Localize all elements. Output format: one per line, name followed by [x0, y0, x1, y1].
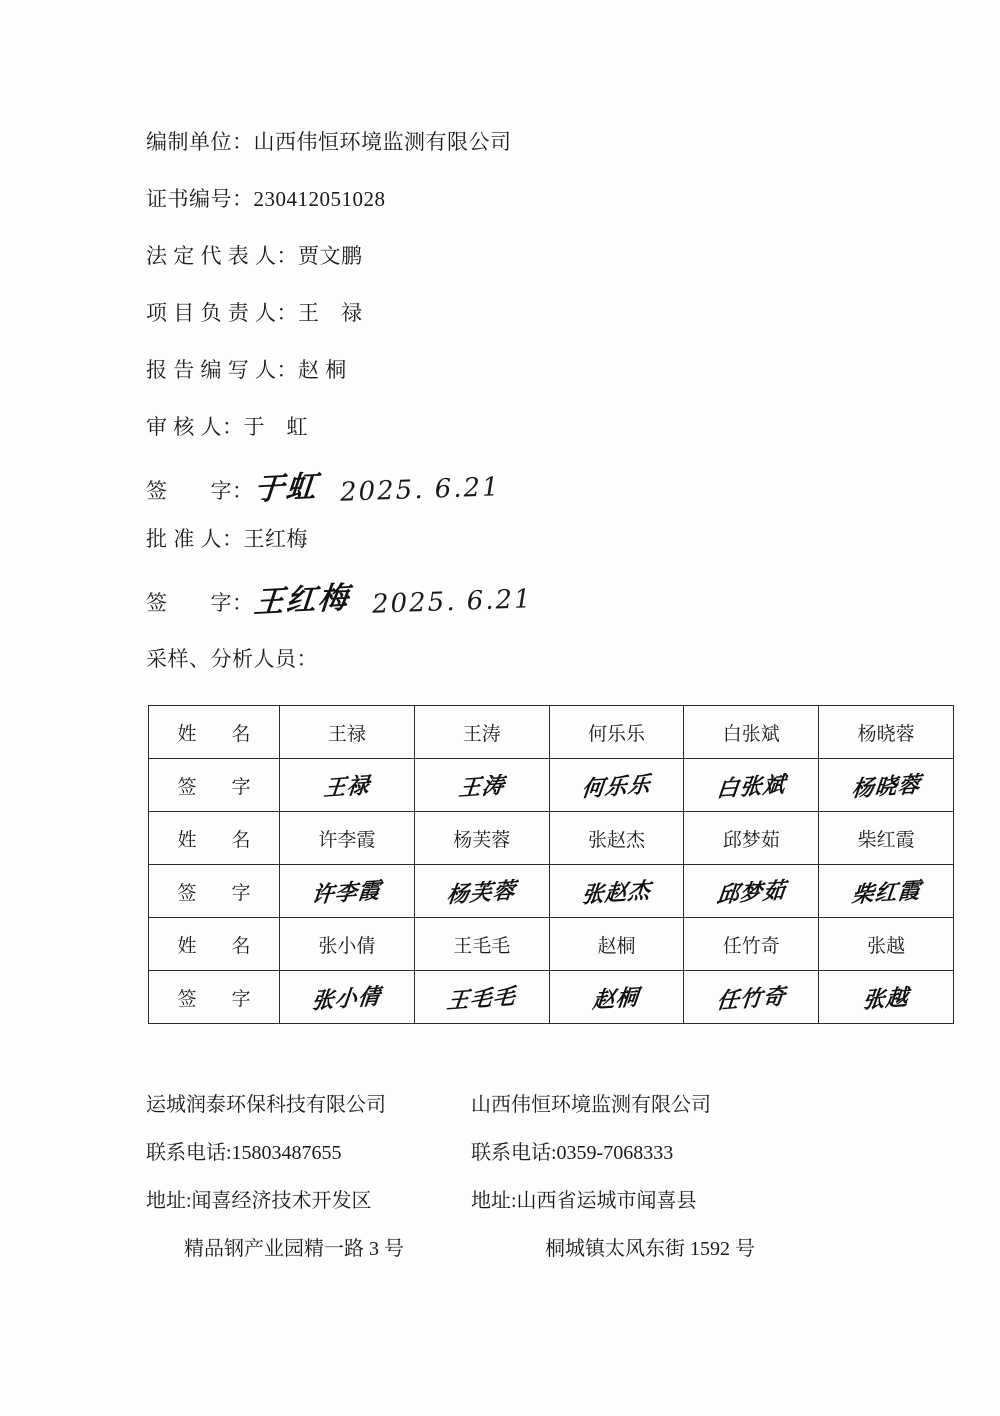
report-author-label: 报 告 编 写 人：	[146, 358, 298, 382]
person-signature-cell	[819, 865, 954, 918]
person-name-cell: 赵桐	[549, 918, 684, 971]
person-signature-cell	[819, 759, 954, 812]
footer-address-right-line1: 地址:山西省运城市闻喜县	[471, 1190, 697, 1212]
person-name-cell: 王禄	[280, 706, 415, 759]
table-row	[149, 865, 954, 918]
person-name-cell: 杨晓蓉	[819, 706, 954, 759]
person-name-cell: 张越	[819, 918, 954, 971]
row-header-name: 姓 名	[149, 812, 280, 865]
info-line-approver	[146, 529, 906, 555]
info-line-legal-representative	[146, 246, 906, 272]
person-name-cell: 邱梦茹	[684, 812, 819, 865]
project-manager-label: 项 目 负 责 人：	[146, 301, 298, 325]
person-signature-cell	[549, 971, 684, 1024]
signature-handwriting: 许李霞	[310, 876, 383, 909]
footer-company-row	[146, 1095, 946, 1115]
footer-phone-right: 联系电话:0359-7068333	[471, 1142, 674, 1164]
person-signature-cell	[414, 865, 549, 918]
person-name-cell: 白张斌	[684, 706, 819, 759]
approver-signature-date: 2025. 6.21	[371, 584, 533, 620]
signature-handwriting: 赵桐	[592, 983, 641, 1014]
footer-address-left-line1: 地址:闻喜经济技术开发区	[146, 1190, 372, 1212]
person-signature-cell	[549, 759, 684, 812]
footer-address-row-2	[146, 1239, 946, 1259]
signature-handwriting: 白张斌	[715, 770, 787, 803]
report-author-value: 赵 桐	[298, 358, 347, 382]
table-row	[149, 971, 954, 1024]
signature-handwriting: 张越	[861, 983, 911, 1014]
approver-label: 批 准 人：	[146, 527, 244, 551]
row-header-name: 姓 名	[149, 918, 280, 971]
footer-phone-row	[146, 1143, 946, 1163]
signature-handwriting: 柴红霞	[850, 876, 922, 909]
sampling-personnel-label: 采样、分析人员：	[146, 647, 318, 671]
compiling-unit-label: 编制单位：	[146, 130, 254, 154]
reviewer-value: 于 虹	[243, 415, 308, 439]
table-row	[149, 706, 954, 759]
footer-company-right: 山西伟恒环境监测有限公司	[471, 1094, 711, 1116]
info-line-approver-signature	[146, 580, 906, 621]
person-name-cell: 何乐乐	[549, 706, 684, 759]
reviewer-signature-label: 签 字：	[146, 479, 254, 503]
reviewer-signature-handwriting: 于虹	[252, 469, 320, 508]
approver-signature-label: 签 字：	[146, 591, 254, 615]
approver-value: 王红梅	[243, 527, 308, 551]
person-signature-cell	[684, 759, 819, 812]
footer-contact-block	[146, 1095, 946, 1287]
table-row	[149, 759, 954, 812]
signature-handwriting: 张小倩	[310, 982, 383, 1015]
row-header-signature: 签 字	[149, 971, 280, 1024]
signature-handwriting: 邱梦茹	[715, 876, 787, 909]
footer-company-left: 运城润泰环保科技有限公司	[146, 1094, 386, 1116]
reviewer-label: 审 核 人：	[146, 415, 244, 439]
person-name-cell: 许李霞	[280, 812, 415, 865]
project-manager-value: 王 禄	[298, 301, 363, 325]
signature-handwriting: 杨晓蓉	[850, 770, 922, 803]
person-signature-cell	[280, 971, 415, 1024]
approver-signature-handwriting: 王红梅	[252, 580, 352, 621]
footer-address-left-line2: 精品钢产业园精一路 3 号	[184, 1238, 404, 1260]
person-signature-cell	[414, 971, 549, 1024]
person-name-cell: 王毛毛	[414, 918, 549, 971]
person-signature-cell	[280, 865, 415, 918]
person-name-cell: 任竹奇	[684, 918, 819, 971]
legal-representative-label: 法 定 代 表 人：	[146, 244, 298, 268]
info-line-reviewer-signature	[146, 469, 906, 508]
reviewer-signature-date: 2025. 6.21	[339, 472, 501, 508]
footer-address-right-line2: 桐城镇太风东街 1592 号	[545, 1238, 755, 1260]
info-line-reviewer	[146, 417, 906, 443]
row-header-signature: 签 字	[149, 759, 280, 812]
person-signature-cell	[684, 971, 819, 1024]
header-info-block	[146, 132, 906, 643]
signature-handwriting: 张赵杰	[580, 876, 653, 909]
table-row	[149, 918, 954, 971]
person-name-cell: 柴红霞	[819, 812, 954, 865]
signature-handwriting: 杨芙蓉	[445, 876, 518, 909]
person-name-cell: 张赵杰	[549, 812, 684, 865]
info-line-report-author	[146, 360, 906, 386]
table-row	[149, 812, 954, 865]
person-name-cell: 王涛	[414, 706, 549, 759]
person-name-cell: 杨芙蓉	[414, 812, 549, 865]
person-signature-cell	[684, 865, 819, 918]
signature-handwriting: 任竹奇	[715, 982, 787, 1015]
person-name-cell: 张小倩	[280, 918, 415, 971]
signature-handwriting: 王涛	[457, 771, 506, 802]
row-header-signature: 签 字	[149, 865, 280, 918]
row-header-name: 姓 名	[149, 706, 280, 759]
legal-representative-value: 贾文鹏	[298, 244, 363, 268]
person-signature-cell	[414, 759, 549, 812]
footer-phone-left: 联系电话:15803487655	[146, 1142, 342, 1164]
compiling-unit-value: 山西伟恒环境监测有限公司	[253, 130, 512, 154]
signature-handwriting: 王毛毛	[445, 982, 518, 1015]
info-line-compiling-unit	[146, 132, 906, 158]
footer-address-row-1	[146, 1191, 946, 1211]
info-line-certificate-number	[146, 189, 906, 215]
sampling-personnel-table	[148, 705, 954, 1024]
person-signature-cell	[819, 971, 954, 1024]
certificate-number-label: 证书编号：	[146, 187, 254, 211]
info-line-project-manager	[146, 303, 906, 329]
signature-handwriting: 王禄	[322, 771, 372, 802]
signature-handwriting: 何乐乐	[580, 770, 653, 803]
certificate-number-value: 230412051028	[253, 187, 386, 211]
person-signature-cell	[280, 759, 415, 812]
person-signature-cell	[549, 865, 684, 918]
